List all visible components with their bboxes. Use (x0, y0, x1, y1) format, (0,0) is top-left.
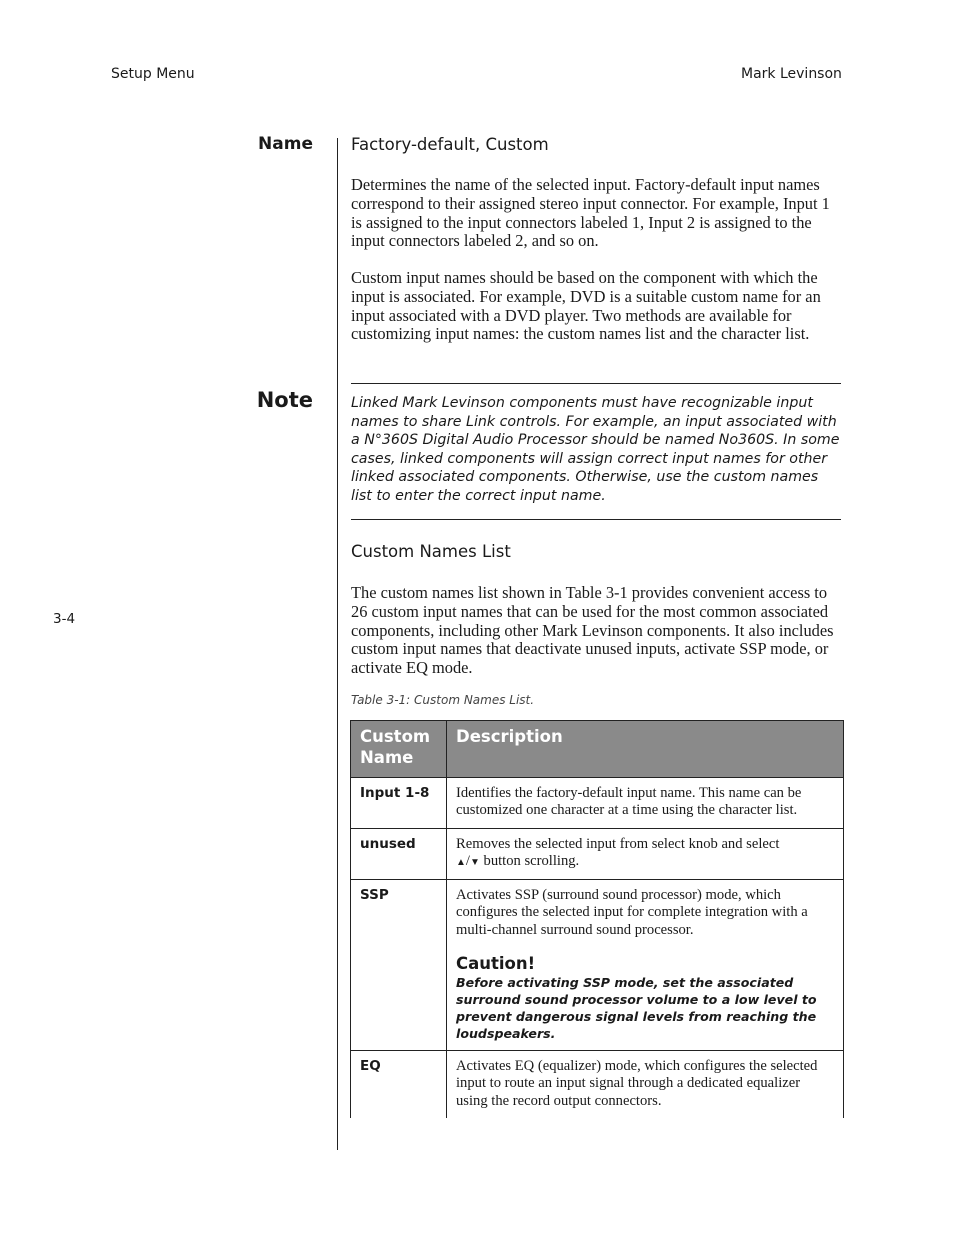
table-row (351, 1051, 844, 1118)
table-row (351, 828, 844, 880)
arrow-separator: / (465, 852, 470, 869)
column-header-description: Description (447, 721, 844, 778)
description-text: button scrolling. (483, 852, 580, 869)
up-arrow-icon: ▲ (456, 856, 466, 868)
custom-names-paragraph: The custom names list shown in Table 3-1 provides convenient access to 26 custom input names that can be used for the most common associated components, including other Mark Levinson components. It also includes custom input names that deactivate unused inputs, activate SSP mode, or activate EQ mode. (351, 583, 834, 678)
name-paragraph-1: Determines the name of the selected input. Factory-default input names correspond to their assigned stereo input connector. For example, Input 1 is assigned to the input connectors labeled 1, Input 2 is assigned to the input connectors labeled 2, and so on. (351, 175, 830, 251)
running-header-section: Setup Menu (111, 66, 195, 82)
name-options: Factory-default, Custom (351, 135, 549, 154)
table-caption: Table 3-1: Custom Names List. (351, 693, 535, 707)
custom-names-table (350, 720, 844, 1118)
custom-name-cell: Input 1-8 (351, 778, 447, 829)
note-side-heading: Note (256, 388, 313, 412)
name-paragraph-2: Custom input names should be based on the component with which the input is associated. For example, DVD is a suitable custom name for an input associated with a DVD player. Two methods are available for customizing input names: the custom names list and the character list. (351, 268, 821, 344)
down-arrow-icon: ▼ (469, 856, 480, 868)
note-top-rule (351, 383, 841, 384)
margin-rule (337, 138, 338, 1150)
table-header-row (351, 721, 844, 778)
note-bottom-rule (351, 519, 841, 520)
name-side-heading: Name (258, 134, 313, 154)
column-header-custom-name: Custom Name (351, 721, 447, 778)
note-text: Linked Mark Levinson components must have recognizable input names to share Link controls. For example, an input associated with a N°360S Digital Audio Processor should be named No360S. In some cases, linked components will assign correct input names for other linked associated components. Otherwise, use the custom names list to enter the correct input name. (351, 395, 840, 504)
custom-name-cell: unused (351, 828, 447, 880)
caution-text: Before activating SSP mode, set the associated surround sound processor volume to a low level to prevent dangerous signal levels from reaching the loudspeakers. (456, 975, 817, 1042)
description-cell: Identifies the factory-default input name. This name can be customized one character at a time using the character list. (447, 778, 844, 829)
custom-name-cell: EQ (351, 1051, 447, 1118)
table-row (351, 778, 844, 829)
caution-heading: Caution! (456, 954, 536, 974)
description-cell: Activates EQ (equalizer) mode, which configures the selected input to route an input signal through a dedicated equalizer using the record output connectors. (447, 1051, 844, 1118)
description-text: Activates SSP (surround sound processor) mode, which configures the selected input for complete integration with a multi-channel surround sound processor. (456, 887, 808, 938)
custom-name-cell: SSP (351, 880, 447, 1051)
page-number: 3-4 (53, 611, 76, 627)
description-cell (447, 828, 844, 880)
custom-names-heading: Custom Names List (351, 542, 511, 561)
running-header-brand: Mark Levinson (741, 66, 842, 82)
description-cell (447, 880, 844, 1051)
description-text: Removes the selected input from select knob and select (456, 835, 780, 852)
table-row (351, 880, 844, 1051)
